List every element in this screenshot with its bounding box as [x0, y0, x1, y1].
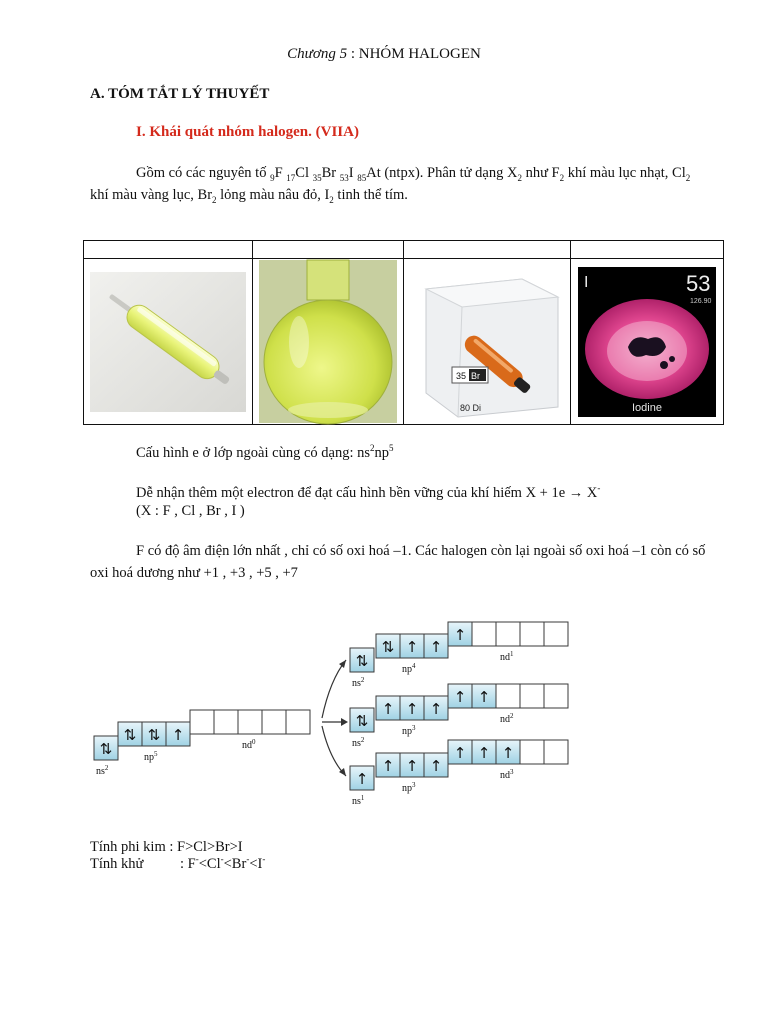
table-header-cell — [252, 241, 403, 259]
orbital-box-empty — [544, 740, 568, 764]
d-orbital-label: $nd^0$ — [242, 738, 256, 751]
orbital-box-empty — [520, 740, 544, 764]
electron-gain-line: Dễ nhận thêm một electron để đạt cấu hình bền vững của khí hiếm X + 1e → X- — [136, 483, 601, 501]
iodine-atomic-number: 53 — [686, 270, 711, 296]
bromine-cube-image — [412, 267, 562, 417]
electron-up-arrow: ↑ — [381, 700, 395, 718]
iodine-symbol: I — [584, 273, 589, 291]
electron-pair-arrow: ⇅ — [123, 726, 137, 744]
s-orbital-label: $ns^1$ — [352, 794, 365, 807]
orbital-box-empty — [472, 622, 496, 646]
chapter-title: Chương 5 : NHÓM HALOGEN — [287, 46, 481, 62]
chlorine-photo-cell — [252, 259, 403, 425]
orbital-box-empty — [544, 684, 568, 708]
orbital-box-empty — [520, 684, 544, 708]
iodine-atomic-mass: 126.90 — [690, 297, 712, 305]
electron-up-arrow: ↑ — [453, 744, 467, 762]
section-a-heading: A. TÓM TẮT LÝ THUYẾT — [90, 86, 270, 102]
electron-up-arrow: ↑ — [171, 726, 185, 744]
intro-paragraph: Gồm có các nguyên tố $_9$F $_{17}$Cl $_{35}$Br $_{53}$I $_{85}$At (ntpx). Phân tử dạng $X_2$ như $F_2$ khí màu lục nhạt, $Cl_2$ khí màu vàng lục, $Br_2$ lỏng màu nâu đỏ, $I_2$ tinh thể tím. — [90, 165, 691, 205]
orbital-box-empty — [262, 710, 286, 734]
bromine-tag-bottom: 80 Di — [459, 402, 481, 413]
electron-pair-arrow: ⇅ — [147, 726, 161, 744]
oxidation-paragraph: F có độ âm điện lớn nhất , chỉ có số oxi hoá –1. Các halogen còn lại ngoài số oxi hoá –1 còn có số oxi hoá dương như +1 , +3 , +5 , +7 — [90, 543, 706, 581]
d-orbital-label: $nd^1$ — [500, 650, 514, 663]
orbital-box-empty — [286, 710, 310, 734]
config-line: Cấu hình e ở lớp ngoài cùng có dạng: $ns^2np^5$ — [136, 443, 394, 461]
p-orbital-label: $np^4$ — [402, 662, 416, 675]
arrowhead — [341, 718, 348, 726]
orbital-diagram — [90, 610, 576, 805]
p-orbital-label: $np^5$ — [144, 750, 158, 763]
electron-up-arrow: ↑ — [405, 638, 419, 656]
electron-up-arrow: ↑ — [477, 688, 491, 706]
orbital-box-empty — [496, 684, 520, 708]
chlorine-flask-image — [259, 260, 397, 423]
electron-up-arrow: ↑ — [429, 700, 443, 718]
orbital-box-empty — [520, 622, 544, 646]
iodine-dish-image — [578, 267, 716, 417]
electron-up-arrow: ↑ — [453, 688, 467, 706]
fluorine-ampoule-image — [90, 272, 246, 412]
orbital-box-empty — [238, 710, 262, 734]
halogen-list-line: (X : F , Cl , Br , I ) — [136, 503, 245, 519]
bromine-tag-number: 35 — [455, 370, 466, 381]
orbital-box-empty — [496, 622, 520, 646]
electron-up-arrow: ↑ — [381, 757, 395, 775]
section-i-heading: I. Khái quát nhóm halogen. (VIIA) — [136, 124, 359, 140]
electron-up-arrow: ↑ — [453, 626, 467, 644]
electron-pair-arrow: ⇅ — [355, 652, 369, 670]
bromine-photo-cell — [403, 259, 571, 425]
fluorine-photo-cell — [84, 259, 253, 425]
electron-up-arrow: ↑ — [355, 770, 369, 788]
nonmetal-trend: Tính phi kim : F>Cl>Br>I — [90, 839, 243, 855]
d-orbital-label: $nd^2$ — [500, 712, 514, 725]
arrowhead — [339, 660, 346, 668]
d-orbital-label: $nd^3$ — [500, 768, 514, 781]
table-header-cell — [84, 241, 253, 259]
iodine-photo-cell — [571, 259, 724, 425]
s-orbital-label: $ns^2$ — [96, 764, 109, 777]
electron-up-arrow: ↑ — [429, 757, 443, 775]
electron-up-arrow: ↑ — [405, 700, 419, 718]
iodine-name: Iodine — [632, 401, 663, 414]
table-header-cell — [571, 241, 724, 259]
orbital-box-empty — [214, 710, 238, 734]
electron-up-arrow: ↑ — [477, 744, 491, 762]
electron-up-arrow: ↑ — [405, 757, 419, 775]
s-orbital-label: $ns^2$ — [352, 736, 365, 749]
reducing-trend: Tính khử : F-<Cl-<Br-<I- — [90, 854, 266, 872]
electron-up-arrow: ↑ — [501, 744, 515, 762]
p-orbital-label: $np^3$ — [402, 724, 416, 737]
branch-arrow-up — [322, 660, 346, 718]
bromine-tag-symbol: Br — [470, 370, 480, 381]
p-orbital-label: $np^3$ — [402, 781, 416, 794]
s-orbital-label: $ns^2$ — [352, 676, 365, 689]
table-header-cell — [403, 241, 571, 259]
orbital-box-empty — [544, 622, 568, 646]
electron-pair-arrow: ⇅ — [355, 712, 369, 730]
branch-arrow-down — [322, 726, 346, 776]
electron-pair-arrow: ⇅ — [99, 740, 113, 758]
electron-pair-arrow: ⇅ — [381, 638, 395, 656]
halogen-photo-table — [83, 240, 724, 425]
orbital-box-empty — [190, 710, 214, 734]
electron-up-arrow: ↑ — [429, 638, 443, 656]
